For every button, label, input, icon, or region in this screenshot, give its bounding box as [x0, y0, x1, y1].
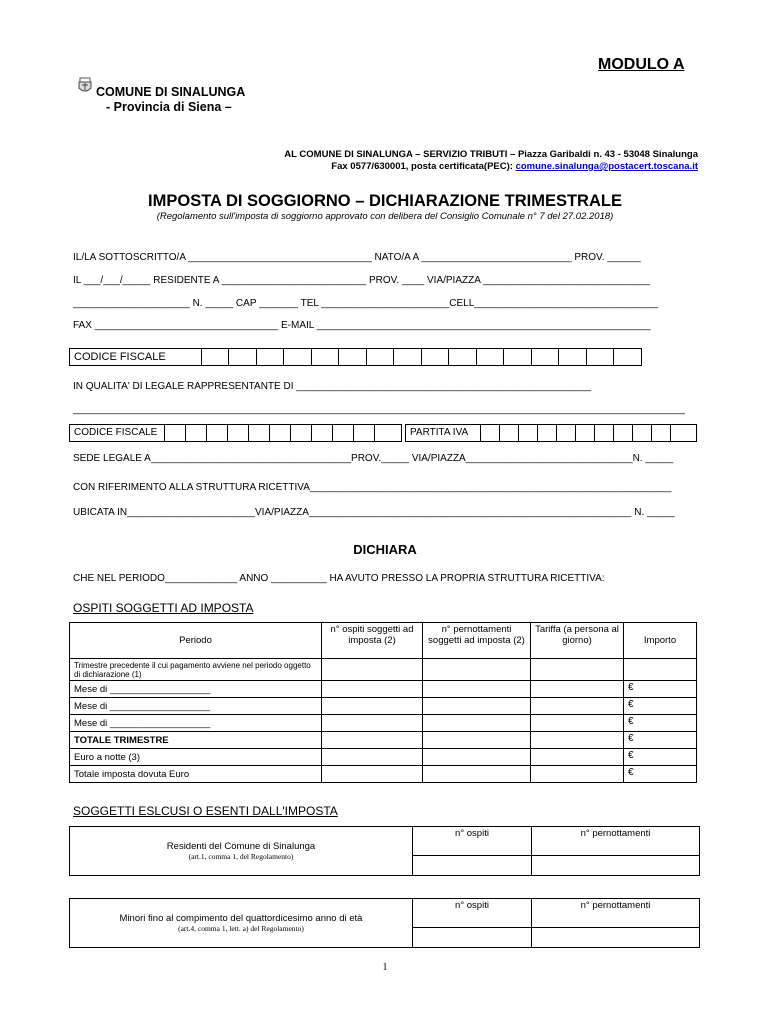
provincia-name: - Provincia di Siena –: [106, 100, 232, 114]
cf-cell[interactable]: [283, 349, 311, 365]
euro-cell[interactable]: €: [624, 681, 697, 698]
header-periodo: Periodo: [70, 623, 322, 659]
table-row: [70, 766, 697, 783]
sede-legale-line[interactable]: SEDE LEGALE A____________________________________PROV._____ VIA/PIAZZA______________________________N. _____: [73, 453, 674, 464]
input-cell[interactable]: [322, 715, 423, 732]
header-tariffa: Tariffa (a persona al giorno): [531, 623, 624, 659]
col-ospiti: n° ospiti: [413, 899, 532, 928]
partita-iva-box[interactable]: [405, 424, 697, 442]
cf-cell[interactable]: [164, 425, 185, 441]
cf-cell[interactable]: [332, 425, 353, 441]
esenti-row-minori: [70, 899, 413, 948]
input-cell[interactable]: [531, 732, 624, 749]
cf-cell[interactable]: [613, 349, 641, 365]
table-row: [70, 899, 700, 928]
esenti-table-2: [69, 898, 700, 948]
input-cell[interactable]: [531, 749, 624, 766]
input-cell[interactable]: [531, 698, 624, 715]
ubicata-line[interactable]: UBICATA IN_______________________VIA/PIAZZA__________________________________________________________ N. _____: [73, 507, 675, 518]
cf-cell[interactable]: [201, 349, 229, 365]
header-ospiti: n° ospiti soggetti ad imposta (2): [322, 623, 423, 659]
input-cell[interactable]: [413, 856, 532, 876]
piva-cell[interactable]: [670, 425, 689, 441]
euro-cell[interactable]: €: [624, 715, 697, 732]
esenti-table-1: [69, 826, 700, 876]
input-cell[interactable]: [322, 681, 423, 698]
esenti-row-residenti: [70, 827, 413, 876]
input-cell[interactable]: [532, 856, 700, 876]
cf-cell[interactable]: [227, 425, 248, 441]
row-trimestre-precedente: Trimestre precedente il cui pagamento avviene nel periodo oggetto di dichiarazione (1): [70, 659, 322, 681]
sottoscritto-line[interactable]: IL/LA SOTTOSCRITTO/A _________________________________ NATO/A A ___________________________ PROV. ______: [73, 252, 641, 263]
cf-cell[interactable]: [311, 425, 332, 441]
cf-cell[interactable]: [290, 425, 311, 441]
col-pernottamenti: n° pernottamenti: [532, 827, 700, 856]
row-euro-notte: Euro a notte (3): [70, 749, 322, 766]
comune-name: COMUNE DI SINALUNGA: [96, 85, 246, 99]
input-cell[interactable]: [423, 698, 531, 715]
col-ospiti: n° ospiti: [413, 827, 532, 856]
table-row: [70, 715, 697, 732]
input-cell[interactable]: [532, 928, 700, 948]
table-row: [70, 732, 697, 749]
piva-cell[interactable]: [575, 425, 594, 441]
input-cell[interactable]: [531, 659, 624, 681]
table-row: [70, 827, 700, 856]
fax-pec-label: Fax 0577/630001, posta certificata(PEC):: [331, 161, 516, 172]
piva-cell[interactable]: [537, 425, 556, 441]
address-line-2: [331, 161, 698, 172]
row-totale-trimestre: TOTALE TRIMESTRE: [70, 732, 322, 749]
row-mese-2: Mese di ___________________: [70, 698, 322, 715]
contatti-line[interactable]: _____________________ N. _____ CAP _______ TEL _______________________CELL_________________________________: [73, 298, 658, 309]
input-cell[interactable]: [423, 732, 531, 749]
input-cell[interactable]: [423, 659, 531, 681]
input-cell[interactable]: [624, 659, 697, 681]
fax-email-line[interactable]: FAX _________________________________ E-MAIL ____________________________________________________________: [73, 320, 651, 331]
cf-cell[interactable]: [206, 425, 227, 441]
table-row: [70, 681, 697, 698]
pec-link[interactable]: comune.sinalunga@postacert.toscana.it: [515, 161, 698, 172]
cf-cell[interactable]: [366, 349, 394, 365]
cf-cell[interactable]: [185, 425, 206, 441]
input-cell[interactable]: [413, 928, 532, 948]
esenti-note: (art.1, comma 1, del Regolamento): [188, 852, 294, 861]
piva-cell[interactable]: [480, 425, 499, 441]
input-cell[interactable]: [423, 766, 531, 783]
residenza-line[interactable]: IL ___/___/_____ RESIDENTE A __________________________ PROV. ____ VIA/PIAZZA ______________________________: [73, 275, 650, 286]
input-cell[interactable]: [531, 681, 624, 698]
esenti-label: Minori fino al compimento del quattordicesimo anno di età: [119, 913, 363, 924]
input-cell[interactable]: [322, 698, 423, 715]
address-line-1: AL COMUNE DI SINALUNGA – SERVIZIO TRIBUTI – Piazza Garibaldi n. 43 - 53048 Sinalunga: [284, 149, 698, 160]
esenti-section-title: SOGGETTI ESLCUSI O ESENTI DALL'IMPOSTA: [73, 804, 338, 818]
euro-cell[interactable]: €: [624, 749, 697, 766]
cf-cell[interactable]: [311, 349, 339, 365]
table-row: [70, 698, 697, 715]
cf-cell[interactable]: [228, 349, 256, 365]
crest-icon: [76, 77, 94, 95]
table-row: [70, 749, 697, 766]
cf-cell[interactable]: [421, 349, 449, 365]
cf-cell[interactable]: [586, 349, 614, 365]
qualita-line[interactable]: IN QUALITA' DI LEGALE RAPPRESENTANTE DI _____________________________________________________: [73, 381, 592, 392]
esenti-note: (art.4, comma 1, lett. a) del Regolamento): [178, 924, 304, 933]
piva-cell[interactable]: [518, 425, 537, 441]
row-mese-1: Mese di ___________________: [70, 681, 322, 698]
ospiti-table: [69, 622, 697, 783]
dichiara-heading: DICHIARA: [353, 542, 417, 557]
input-cell[interactable]: [322, 659, 423, 681]
cf-cell[interactable]: [248, 425, 269, 441]
periodo-line[interactable]: CHE NEL PERIODO_____________ ANNO __________ HA AVUTO PRESSO LA PROPRIA STRUTTURA RICETTIVA:: [73, 573, 605, 584]
codice-fiscale-box[interactable]: [69, 348, 642, 366]
euro-cell[interactable]: €: [624, 698, 697, 715]
col-pernottamenti: n° pernottamenti: [532, 899, 700, 928]
euro-cell[interactable]: €: [624, 732, 697, 749]
input-cell[interactable]: [423, 715, 531, 732]
piva-cell[interactable]: [556, 425, 575, 441]
input-cell[interactable]: [423, 749, 531, 766]
cf-cell[interactable]: [256, 349, 284, 365]
input-cell[interactable]: [531, 715, 624, 732]
header-pernottamenti: n° pernottamenti soggetti ad imposta (2): [423, 623, 531, 659]
cf-cell[interactable]: [558, 349, 586, 365]
cf-cell[interactable]: [338, 349, 366, 365]
piva-cell[interactable]: [499, 425, 518, 441]
cf-cell[interactable]: [393, 349, 421, 365]
codice-fiscale-box-2[interactable]: [69, 424, 402, 442]
input-cell[interactable]: [322, 732, 423, 749]
piva-cell[interactable]: [613, 425, 632, 441]
cf-cell[interactable]: [503, 349, 531, 365]
modulo-label: MODULO A: [598, 56, 685, 73]
document-title: IMPOSTA DI SOGGIORNO – DICHIARAZIONE TRIMESTRALE: [148, 192, 622, 210]
piva-cell[interactable]: [651, 425, 670, 441]
cf-cell[interactable]: [353, 425, 374, 441]
document-subtitle: (Regolamento sull'imposta di soggiorno approvato con delibera del Consiglio Comunale n° 7 del 27.02.2018): [156, 211, 614, 222]
table-header-row: [70, 623, 697, 659]
row-totale-imposta: Totale imposta dovuta Euro: [70, 766, 322, 783]
cf-cell[interactable]: [269, 425, 290, 441]
input-cell[interactable]: [423, 681, 531, 698]
cf-cell[interactable]: [531, 349, 559, 365]
cf-cell[interactable]: [374, 425, 395, 441]
codice-fiscale-label: CODICE FISCALE: [74, 351, 166, 363]
page-number: 1: [382, 962, 388, 973]
input-cell[interactable]: [322, 766, 423, 783]
codice-fiscale-label-2: CODICE FISCALE: [74, 427, 158, 438]
cf-cell[interactable]: [448, 349, 476, 365]
ospiti-section-title: OSPITI SOGGETTI AD IMPOSTA: [73, 601, 254, 615]
cf-cell[interactable]: [476, 349, 504, 365]
struttura-line[interactable]: CON RIFERIMENTO ALLA STRUTTURA RICETTIVA_________________________________________________________________: [73, 482, 672, 493]
piva-cell[interactable]: [594, 425, 613, 441]
input-cell[interactable]: [531, 766, 624, 783]
table-row: [70, 659, 697, 681]
piva-cell[interactable]: [632, 425, 651, 441]
row-mese-3: Mese di ___________________: [70, 715, 322, 732]
esenti-label: Residenti del Comune di Sinalunga: [166, 841, 316, 852]
header-importo: Importo: [624, 623, 697, 659]
input-cell[interactable]: [322, 749, 423, 766]
partita-iva-label: PARTITA IVA: [410, 427, 469, 438]
blank-line[interactable]: ______________________________________________________________________________________________________________: [73, 404, 685, 415]
euro-cell[interactable]: €: [624, 766, 697, 783]
